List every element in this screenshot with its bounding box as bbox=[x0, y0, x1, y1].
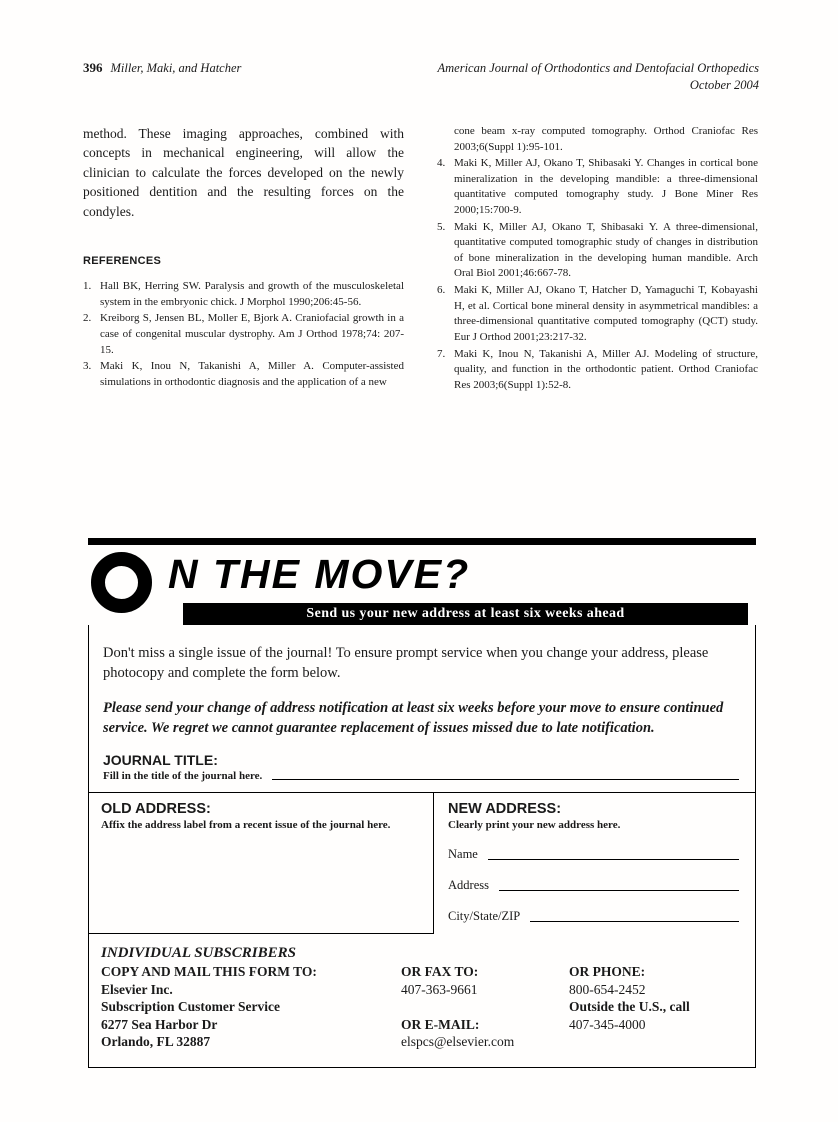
spacer bbox=[401, 944, 569, 963]
name-field-row bbox=[448, 847, 741, 862]
old-address-hint: Affix the address label from a recent issue of the journal here. bbox=[101, 819, 391, 832]
header-authors: Miller, Maki, and Hatcher bbox=[110, 61, 242, 75]
letter-o-logo bbox=[91, 552, 152, 613]
address-section bbox=[89, 793, 755, 934]
new-address-hint: Clearly print your new address here. bbox=[448, 819, 621, 832]
new-address-cell bbox=[434, 793, 755, 934]
reference-number: 1. bbox=[83, 280, 92, 293]
reference-item bbox=[83, 311, 404, 358]
phone-column bbox=[569, 944, 741, 1051]
intro-paragraph: method. These imaging approaches, combined with concepts in mechanical engineering, will allow the clinician to calculate the forces developed on the newly positioned dentition and the resulting forces on the condyles. bbox=[83, 126, 404, 219]
journal-title-write-line bbox=[272, 778, 739, 780]
outside-us-text: Outside the U.S., call bbox=[569, 999, 690, 1015]
old-address-label: OLD ADDRESS: bbox=[101, 801, 211, 818]
reference-number: 3. bbox=[83, 360, 92, 373]
new-address-label: NEW ADDRESS: bbox=[448, 801, 562, 818]
fax-email-column bbox=[401, 944, 569, 1051]
name-write-line bbox=[488, 858, 739, 860]
reference-item bbox=[437, 220, 758, 282]
references-list-left bbox=[83, 279, 404, 390]
journal-date: October 2004 bbox=[689, 77, 759, 92]
reference-text: Maki K, Miller AJ, Okano T, Shibasaki Y. A three-dimensional, quantitative computed tomographic study of changes in distribution of bone mineralization in the developing human mandible. Arch Oral Biol 2001;46:667-78. bbox=[454, 220, 758, 280]
spacer bbox=[401, 998, 569, 1016]
reference-continuation: cone beam x-ray computed tomography. Orthod Craniofac Res 2003;6(Suppl 1):95-101. bbox=[454, 125, 758, 153]
references-list-right bbox=[437, 156, 758, 393]
reference-item bbox=[83, 279, 404, 310]
name-label: Name bbox=[448, 847, 478, 862]
email-address: elspcs@elsevier.com bbox=[401, 1034, 515, 1050]
reference-text: Maki K, Inou N, Takanishi A, Miller AJ. Modeling of structure, quality, and function in the orthodontic patient. Orthod Craniofac Res 2003;6(Suppl 1):52-8. bbox=[454, 347, 758, 391]
mail-address-line: Subscription Customer Service bbox=[101, 999, 280, 1015]
running-head-right bbox=[438, 60, 760, 94]
old-address-cell bbox=[89, 793, 434, 934]
reference-text: Hall BK, Herring SW. Paralysis and growth of the musculoskeletal system in the embryonic chick. J Morphol 1990;206:45-56. bbox=[100, 280, 404, 308]
reference-item bbox=[83, 359, 404, 390]
page-number: 396 bbox=[83, 60, 103, 75]
journal-name: American Journal of Orthodontics and Dentofacial Orthopedics bbox=[437, 61, 759, 75]
city-state-zip-write-line bbox=[530, 920, 739, 922]
journal-title-row bbox=[103, 770, 741, 782]
mail-address-line: 6277 Sea Harbor Dr bbox=[101, 1016, 218, 1032]
reference-number: 2. bbox=[83, 312, 92, 325]
address-label: Address bbox=[448, 878, 489, 893]
reference-item bbox=[437, 283, 758, 345]
change-of-address-form bbox=[88, 538, 756, 1068]
reference-text: Maki K, Inou N, Takanishi A, Miller A. Computer-assisted simulations in orthodontic diagnosis and the application of a new bbox=[100, 360, 404, 388]
reference-number: 5. bbox=[437, 220, 446, 233]
city-state-zip-field-row bbox=[448, 909, 741, 924]
reference-text: Maki K, Miller AJ, Okano T, Hatcher D, Yamaguchi T, Kobayashi H, et al. Cortical bone mineral density in asymmetrical mandibles: a three-dimensional quantitative computed tomography (QCT) study. Eur J Orthod 2001;23:217-32. bbox=[454, 284, 758, 343]
banner-bar: Send us your new address at least six weeks ahead bbox=[183, 603, 748, 625]
form-box bbox=[88, 625, 756, 1068]
city-state-zip-label: City/State/ZIP bbox=[448, 909, 521, 924]
right-column bbox=[437, 124, 758, 394]
article-body bbox=[83, 124, 759, 394]
journal-title-label: JOURNAL TITLE: bbox=[103, 752, 218, 769]
journal-title-hint: Fill in the title of the journal here. bbox=[103, 770, 263, 783]
headline-row bbox=[88, 545, 756, 603]
outside-us-number: 407-345-4000 bbox=[569, 1016, 646, 1032]
form-intro-paragraph: Don't miss a single issue of the journal! To ensure prompt service when you change your address, please photocopy and complete the form below. bbox=[103, 645, 709, 682]
form-notice-paragraph: Please send your change of address notification at least six weeks before your move to ensure continued service. We regret we cannot guarantee replacement of issues missed due to late notification. bbox=[103, 699, 724, 736]
reference-number: 7. bbox=[437, 347, 446, 360]
page-header bbox=[83, 60, 759, 94]
reference-number: 4. bbox=[437, 157, 446, 170]
references-heading: REFERENCES bbox=[83, 255, 162, 268]
mail-column bbox=[101, 944, 401, 1051]
reference-item bbox=[437, 156, 758, 218]
top-rule bbox=[88, 538, 756, 545]
headline-text: N THE MOVE? bbox=[168, 551, 471, 597]
mail-address-line: Elsevier Inc. bbox=[101, 981, 173, 997]
address-field-row bbox=[448, 878, 741, 893]
reference-text: Maki K, Miller AJ, Okano T, Shibasaki Y. Changes in cortical bone mineralization in the developing mandible: a three-dimensional quantitative computed tomography study. J Bone Miner Res 2000;15:700-9. bbox=[454, 157, 758, 217]
running-head-left bbox=[83, 60, 241, 76]
fax-label: OR FAX TO: bbox=[401, 964, 479, 980]
subscribers-heading: INDIVIDUAL SUBSCRIBERS bbox=[101, 945, 296, 962]
mail-to-label: COPY AND MAIL THIS FORM TO: bbox=[101, 964, 317, 980]
spacer bbox=[569, 944, 741, 963]
reference-item bbox=[437, 347, 758, 394]
phone-label: OR PHONE: bbox=[569, 964, 646, 980]
mail-address-line: Orlando, FL 32887 bbox=[101, 1034, 211, 1050]
reference-number: 6. bbox=[437, 284, 446, 297]
left-column bbox=[83, 124, 404, 394]
reference-text: Kreiborg S, Jensen BL, Moller E, Bjork A. Craniofacial growth in a case of congenital muscular dystrophy. Am J Orthod 1978;74: 207-15. bbox=[100, 312, 404, 356]
fax-number: 407-363-9661 bbox=[401, 981, 478, 997]
address-write-line bbox=[499, 889, 739, 891]
email-label: OR E-MAIL: bbox=[401, 1016, 480, 1032]
contact-section bbox=[99, 934, 745, 1067]
phone-number: 800-654-2452 bbox=[569, 981, 646, 997]
